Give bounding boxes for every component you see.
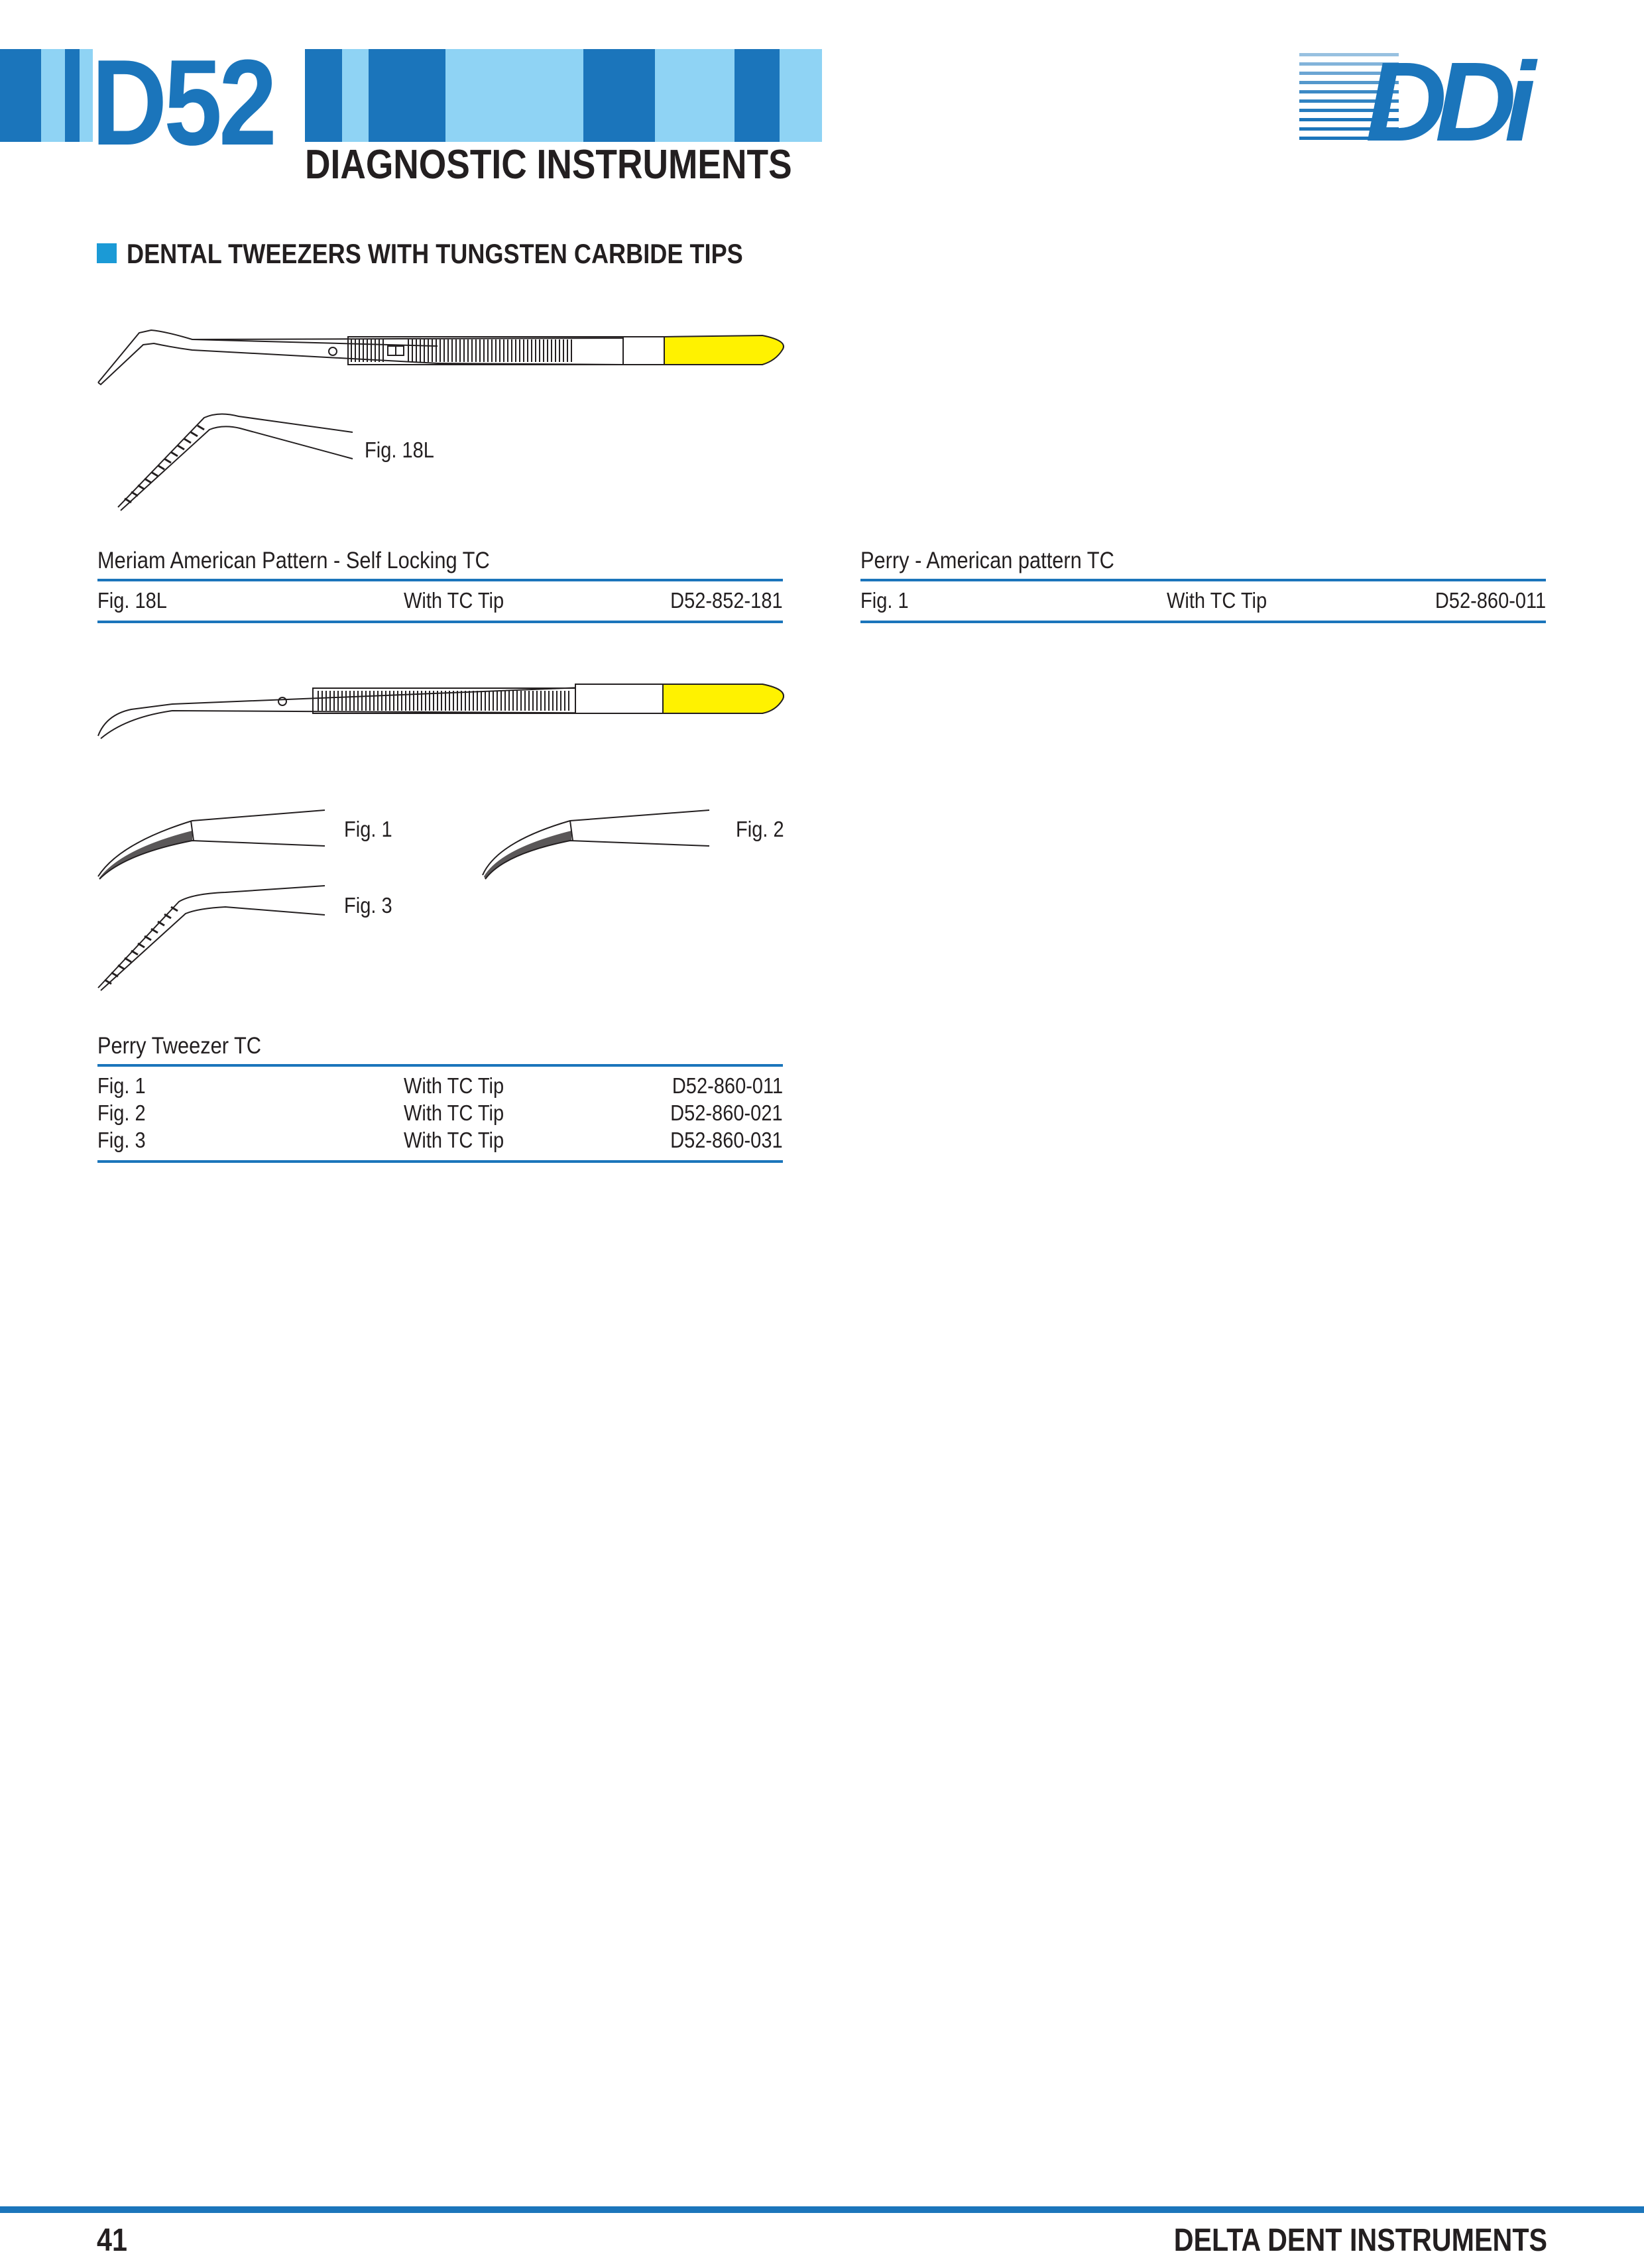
table-row (860, 587, 1546, 614)
fig-cell: Fig. 3 (97, 1128, 146, 1152)
perry-tweezer-drawing (93, 670, 795, 743)
code-cell: D52-860-031 (670, 1128, 783, 1152)
meriam-tweezer-drawing (93, 318, 795, 517)
table-row (97, 1099, 783, 1126)
description-cell: With TC Tip (404, 1101, 504, 1125)
product-table-title: Perry Tweezer TC (97, 1034, 783, 1067)
description-cell: With TC Tip (404, 1128, 504, 1152)
fig-2-label: Fig. 2 (736, 817, 784, 841)
description-cell: With TC Tip (404, 588, 504, 613)
fig-3-label: Fig. 3 (344, 893, 392, 918)
fig-cell: Fig. 2 (97, 1101, 146, 1125)
table-row (97, 587, 783, 614)
ddi-logo (1299, 46, 1551, 147)
svg-text:DDi: DDi (1366, 46, 1524, 147)
fig-cell: Fig. 1 (860, 588, 909, 613)
code-cell: D52-860-011 (672, 1073, 783, 1098)
product-table-title: Perry - American pattern TC (860, 549, 1546, 581)
product-table-perry-american (860, 549, 1546, 623)
product-table-title: Meriam American Pattern - Self Locking TC (97, 549, 783, 581)
description-cell: With TC Tip (404, 1073, 504, 1098)
fig-cell: Fig. 18L (97, 588, 167, 613)
perry-tip-details (93, 802, 729, 994)
table-row (97, 1072, 783, 1099)
fig-1-label: Fig. 1 (344, 817, 392, 841)
product-table-perry-tweezer (97, 1034, 783, 1163)
description-cell: With TC Tip (1167, 588, 1267, 613)
fig-cell: Fig. 1 (97, 1073, 146, 1098)
code-cell: D52-852-181 (670, 588, 783, 613)
catalog-code: D52 (91, 34, 274, 170)
page-number: 41 (97, 2223, 127, 2258)
section-bullet-icon (97, 243, 117, 263)
code-cell: D52-860-021 (670, 1101, 783, 1125)
fig-18l-label: Fig. 18L (365, 438, 434, 462)
footer-brand: DELTA DENT INSTRUMENTS (1173, 2223, 1547, 2258)
code-cell: D52-860-011 (1435, 588, 1546, 613)
table-row (97, 1126, 783, 1154)
footer-rule (0, 2206, 1644, 2213)
page-category-title: DIAGNOSTIC INSTRUMENTS (305, 142, 792, 188)
section-title: DENTAL TWEEZERS WITH TUNGSTEN CARBIDE TIPS (127, 238, 743, 269)
product-table-meriam (97, 549, 783, 623)
